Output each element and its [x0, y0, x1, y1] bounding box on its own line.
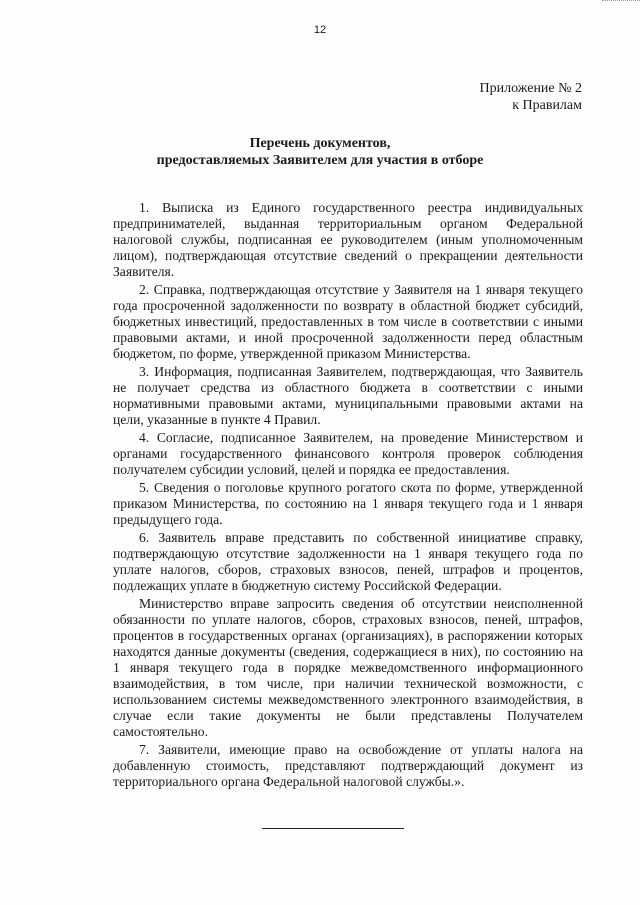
document-body [113, 200, 583, 792]
paragraph-4: 4. Согласие, подписанное Заявителем, на проведение Министерством и органами государственного финансового контроля проверок соблюдения получателем субсидии условий, целей и порядка ее предоставления. [113, 430, 583, 477]
appendix-heading [480, 80, 583, 114]
paragraph-1: 1. Выписка из Единого государственного реестра индивидуальных предпринимателей, выданная территориальным органом Федеральной налоговой службы, подписанная ее руководителем (иным уполномоченным лицом), подтверждающая отсутствие сведений о прекращении деятельности Заявителя. [113, 200, 583, 279]
appendix-line-2: к Правилам [512, 98, 582, 113]
scan-corner-mark [602, 0, 640, 1]
closing-rule [262, 828, 404, 829]
paragraph-7: 7. Заявители, имеющие право на освобождение от уплаты налога на добавленную стоимость, представляют подтверждающий документ из территориального органа Федеральной налоговой службы.». [113, 742, 583, 789]
paragraph-5: 5. Сведения о поголовье крупного рогатого скота по форме, утвержденной приказом Министерства, по состоянию на 1 января текущего года и 1 января предыдущего года. [113, 480, 583, 527]
paragraph-6-continuation: Министерство вправе запросить сведения об отсутствии неисполненной обязанности по уплате налогов, сборов, страховых взносов, пеней, штрафов, процентов в государственных органах (организациях), в распоряжении которых находятся данные документы (сведения, содержащиеся в них), по состоянию на 1 января текущего года в порядке межведомственного информационного взаимодействия, в том числе, при наличии технической возможности, с использованием системы межведомственного электронного взаимодействия, в случае если такие документы не были представлены Получателем самостоятельно. [113, 596, 583, 739]
paragraph-2: 2. Справка, подтверждающая отсутствие у Заявителя на 1 января текущего года просроченной задолженности по возврату в областной бюджет субсидий, бюджетных инвестиций, предоставленных в том числе в соответствии с иными правовыми актами, и иной просроченной задолженности перед областным бюджетом, по форме, утвержденной приказом Министерства. [113, 282, 583, 361]
document-title [0, 135, 640, 169]
title-line-1: Перечень документов, [249, 136, 391, 151]
page-number: 12 [313, 24, 327, 36]
title-line-2: предоставляемых Заявителем для участия в отборе [156, 153, 484, 168]
paragraph-3: 3. Информация, подписанная Заявителем, подтверждающая, что Заявитель не получает средства из областного бюджета в соответствии с иными нормативными правовыми актами, муниципальными правовыми актами на цели, указанные в пункте 4 Правил. [113, 364, 583, 427]
paragraph-6: 6. Заявитель вправе представить по собственной инициативе справку, подтверждающую отсутствие задолженности на 1 января текущего года по уплате налогов, сборов, страховых взносов, пеней, штрафов и процентов, подлежащих уплате в бюджетную систему Российской Федерации. [113, 530, 583, 593]
appendix-line-1: Приложение № 2 [479, 81, 582, 96]
